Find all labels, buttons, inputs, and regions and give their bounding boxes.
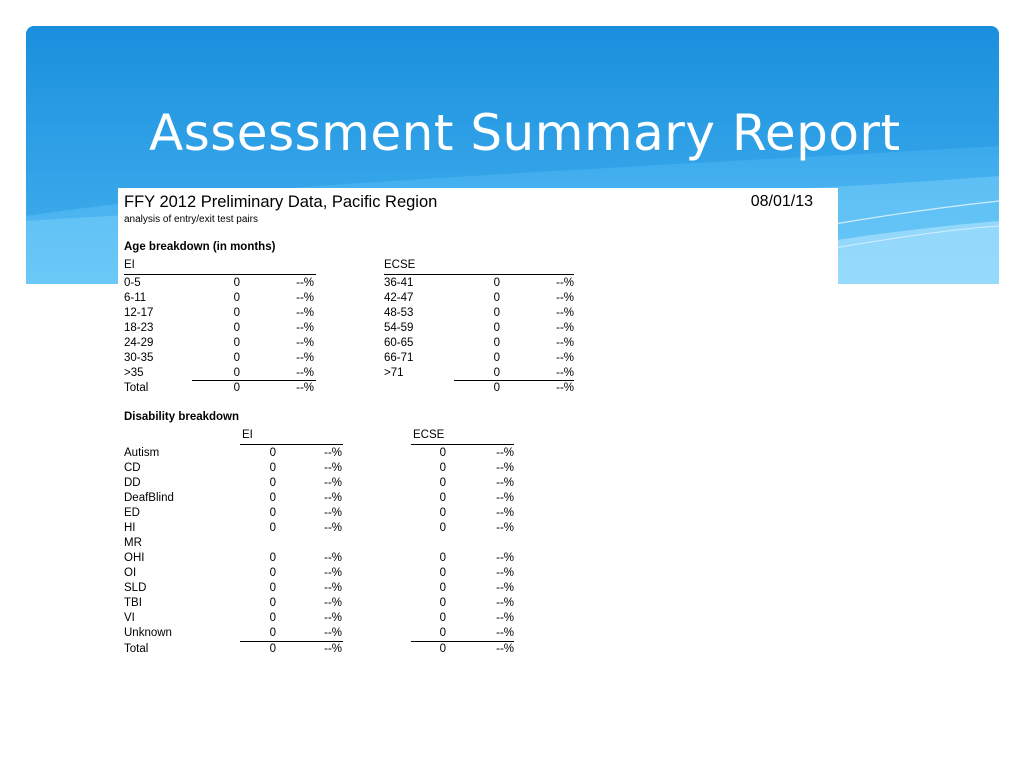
age-ecse-row-pct: --% [556,367,574,379]
age-ei-row-count: 0 [233,337,240,349]
disability-row-ecse-pct: --% [496,627,514,639]
disability-row-ei-count: 0 [269,582,276,594]
age-ecse-row-label: 48-53 [384,307,414,319]
age-ei-row-pct: --% [296,292,314,304]
age-ecse-row-count: 0 [493,367,500,379]
age-ei-row-label: 12-17 [124,307,154,319]
disability-row-ei-count: 0 [269,567,276,579]
age-ecse-row-count: 0 [493,322,500,334]
age-ecse-row-count: 0 [493,352,500,364]
disability-row-label: MR [124,537,142,549]
age-ei-row-label: 24-29 [124,337,154,349]
disability-row-ecse-pct: --% [496,447,514,459]
disability-row-ecse-count: 0 [439,462,446,474]
disability-row-ei-count: 0 [269,462,276,474]
disability-row-label: VI [124,612,135,624]
disability-row-label: TBI [124,597,142,609]
age-ecse-row-label: 54-59 [384,322,414,334]
disability-row-ecse-pct: --% [496,567,514,579]
age-ei-row-count: 0 [233,352,240,364]
age-ei-row-label: 18-23 [124,322,154,334]
disability-row-label: OHI [124,552,145,564]
disability-row-ei-pct: --% [324,597,342,609]
disability-total-ecse-count: 0 [439,643,446,655]
age-ei-row-pct: --% [296,352,314,364]
age-ei-row-count: 0 [233,307,240,319]
disability-row-ecse-pct: --% [496,582,514,594]
age-ei-row-count: 0 [233,277,240,289]
disability-row-label: SLD [124,582,147,594]
age-ei-row-count: 0 [233,292,240,304]
disability-row-ecse-pct: --% [496,477,514,489]
age-ecse-row-count: 0 [493,292,500,304]
disability-row-ei-count: 0 [269,507,276,519]
disability-total-ei-pct: --% [324,643,342,655]
disability-row-label: ED [124,507,140,519]
disability-row-ei-pct: --% [324,552,342,564]
age-ei-header-rule [124,274,316,275]
disability-row-ei-count: 0 [269,597,276,609]
disability-ei-header-rule [240,444,343,445]
disability-row-ecse-count: 0 [439,597,446,609]
disability-row-ecse-count: 0 [439,507,446,519]
disability-row-ecse-pct: --% [496,612,514,624]
age-ei-label: EI [124,259,135,271]
disability-row-label: OI [124,567,137,579]
age-ei-row-pct: --% [296,322,314,334]
age-ecse-row-pct: --% [556,277,574,289]
disability-row-ecse-pct: --% [496,552,514,564]
disability-row-ecse-count: 0 [439,627,446,639]
disability-row-ei-count: 0 [269,447,276,459]
disability-ecse-label: ECSE [413,429,445,441]
age-ei-row-label: >35 [124,367,144,379]
disability-total-label: Total [124,643,149,655]
slide-title: Assessment Summary Report [149,104,901,162]
disability-ecse-header-rule [411,444,514,445]
disability-row-label: DeafBlind [124,492,174,504]
disability-row-label: HI [124,522,136,534]
disability-breakdown-heading: Disability breakdown [124,411,240,423]
age-ecse-row-pct: --% [556,322,574,334]
age-ei-row-pct: --% [296,337,314,349]
report-date: 08/01/13 [750,193,813,210]
disability-row-ecse-count: 0 [439,447,446,459]
disability-row-ecse-pct: --% [496,492,514,504]
disability-row-ei-pct: --% [324,612,342,624]
age-ei-row-pct: --% [296,307,314,319]
disability-total-ecse-pct: --% [496,643,514,655]
disability-row-ei-pct: --% [324,582,342,594]
disability-row-ei-count: 0 [269,612,276,624]
disability-ei-label: EI [242,429,253,441]
disability-row-ecse-count: 0 [439,492,446,504]
age-ecse-row-pct: --% [556,292,574,304]
disability-row-ecse-pct: --% [496,462,514,474]
disability-row-ei-pct: --% [324,477,342,489]
age-breakdown-heading: Age breakdown (in months) [124,241,276,253]
age-ecse-row-pct: --% [556,337,574,349]
age-ecse-total-count: 0 [493,382,500,394]
disability-row-ei-count: 0 [269,627,276,639]
disability-row-label: Autism [124,447,160,459]
disability-row-ecse-count: 0 [439,567,446,579]
disability-row-ecse-count: 0 [439,522,446,534]
disability-row-ecse-count: 0 [439,582,446,594]
disability-row-label: Unknown [124,627,172,639]
disability-row-ecse-pct: --% [496,597,514,609]
age-ei-row-pct: --% [296,277,314,289]
disability-row-ei-count: 0 [269,552,276,564]
age-ecse-header-rule [384,274,574,275]
disability-row-ei-pct: --% [324,492,342,504]
age-ei-total-pct: --% [296,382,314,394]
age-ei-total-label: Total [124,382,149,394]
age-ei-row-count: 0 [233,367,240,379]
disability-row-ecse-pct: --% [496,507,514,519]
disability-row-ei-count: 0 [269,477,276,489]
age-ecse-row-count: 0 [493,337,500,349]
age-ecse-label: ECSE [384,259,416,271]
age-ei-row-label: 6-11 [124,292,147,304]
age-ecse-row-count: 0 [493,277,500,289]
disability-row-ecse-count: 0 [439,612,446,624]
disability-total-ei-count: 0 [269,643,276,655]
age-ecse-row-label: >71 [384,367,404,379]
age-ei-row-count: 0 [233,322,240,334]
disability-row-ei-pct: --% [324,627,342,639]
report-title: FFY 2012 Preliminary Data, Pacific Region [124,193,438,211]
disability-row-ei-pct: --% [324,507,342,519]
age-ecse-row-label: 66-71 [384,352,414,364]
age-ecse-row-label: 42-47 [384,292,414,304]
age-ecse-row-label: 60-65 [384,337,414,349]
age-ecse-total-pct: --% [556,382,574,394]
age-ecse-row-pct: --% [556,307,574,319]
disability-row-ecse-count: 0 [439,477,446,489]
disability-row-ei-pct: --% [324,447,342,459]
disability-row-ei-pct: --% [324,462,342,474]
age-ei-total-count: 0 [233,382,240,394]
disability-row-ei-count: 0 [269,522,276,534]
disability-row-ecse-count: 0 [439,552,446,564]
report-subtitle: analysis of entry/exit test pairs [124,214,258,225]
disability-row-ei-count: 0 [269,492,276,504]
age-ei-row-pct: --% [296,367,314,379]
disability-row-ei-pct: --% [324,567,342,579]
age-ecse-row-count: 0 [493,307,500,319]
report-image [118,188,838,663]
age-ecse-row-label: 36-41 [384,277,414,289]
age-ei-row-label: 30-35 [124,352,154,364]
age-ei-row-label: 0-5 [124,277,141,289]
age-ecse-row-pct: --% [556,352,574,364]
disability-row-ecse-pct: --% [496,522,514,534]
disability-row-ei-pct: --% [324,522,342,534]
disability-row-label: DD [124,477,141,489]
disability-row-label: CD [124,462,141,474]
